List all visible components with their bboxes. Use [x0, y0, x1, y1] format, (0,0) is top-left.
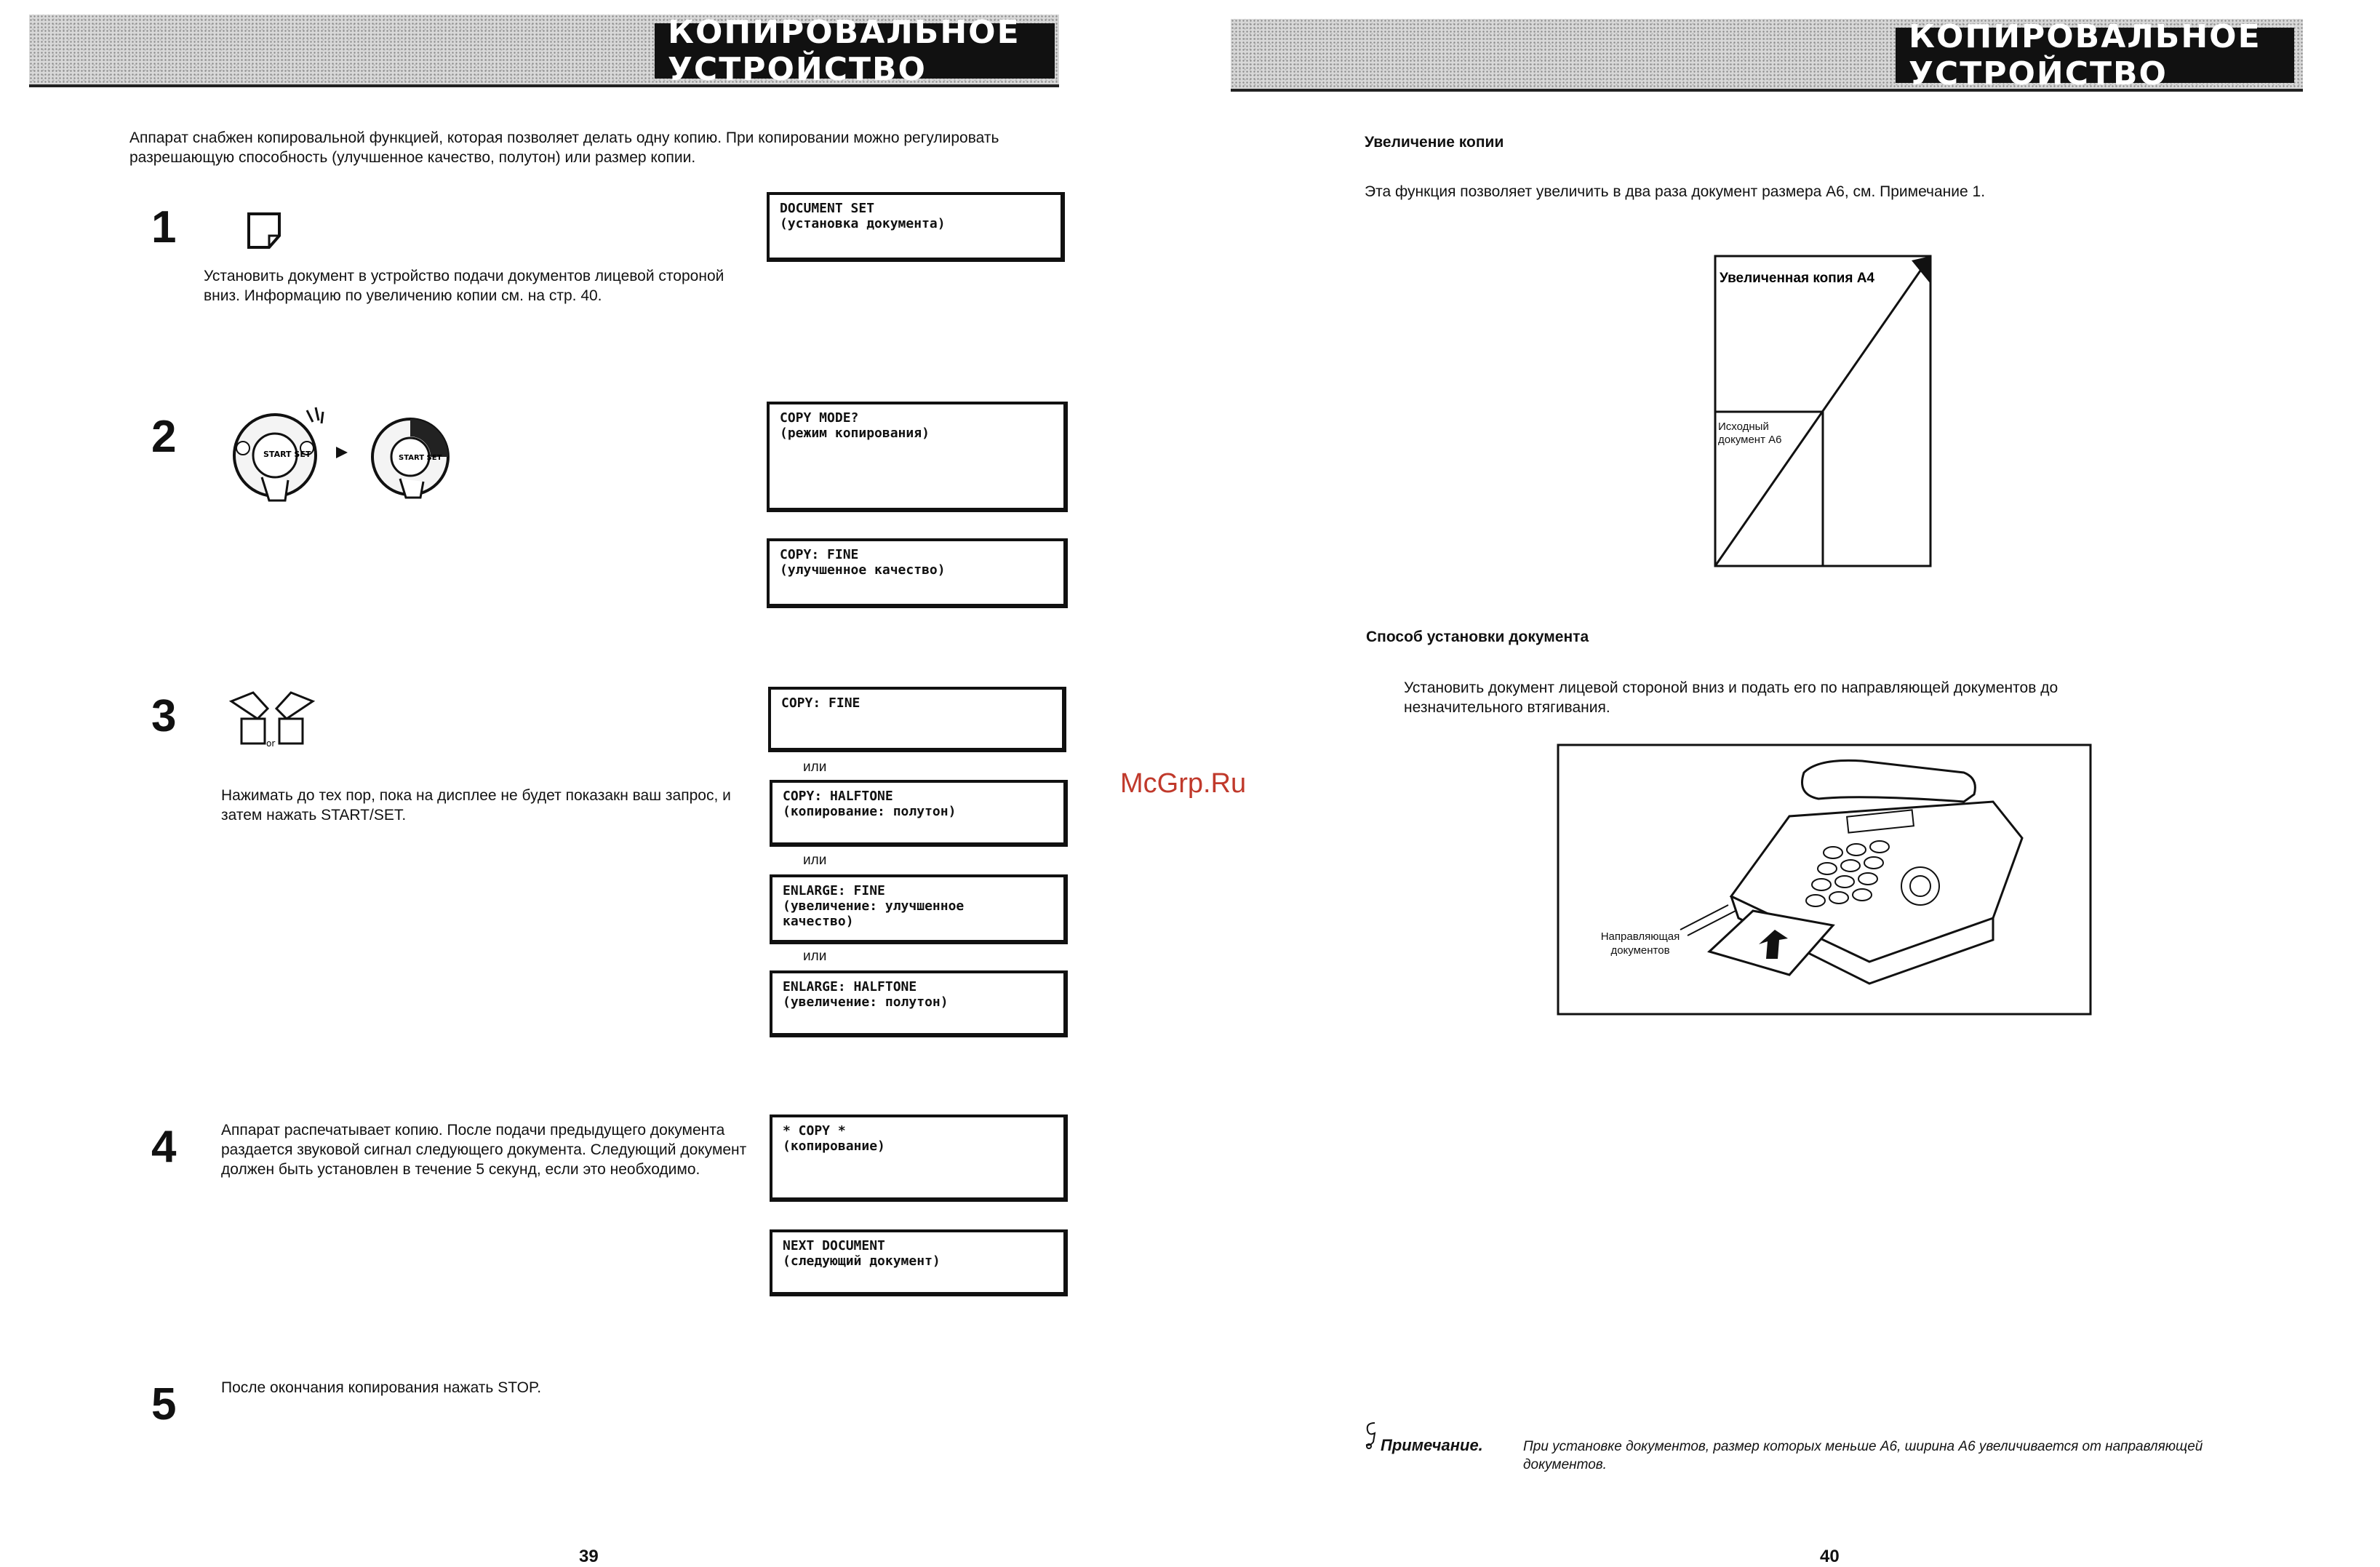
enlarge-heading: Увеличение копии — [1365, 134, 1504, 151]
enlarge-text: Эта функция позволяет увеличить в два раза документ размера А6, см. Примечание 1. — [1365, 183, 1986, 200]
step-2-number: 2 — [151, 412, 177, 462]
step-5-number: 5 — [151, 1379, 177, 1430]
lcd-copy-halftone: COPY: HALFTONE (копирование: полутон) — [770, 780, 1068, 847]
start-set-label-b: START SET — [399, 454, 442, 462]
right-header-title: КОПИРОВАЛЬНОЕ УСТРОЙСТВО — [1896, 28, 2294, 83]
page-number-right: 40 — [1820, 1547, 1840, 1566]
step-3-number: 3 — [151, 691, 177, 741]
arrow-right-icon — [333, 444, 351, 461]
lcd-copy-fine-1: COPY: FINE (улучшенное качество) — [767, 538, 1068, 608]
fax-guide-label: Направляющая документов — [1600, 930, 1680, 957]
method-text: Установить документ лицевой стороной вниз и подать его по направляющей документов до незначительного втягивания. — [1404, 679, 2058, 716]
start-set-label-a: START SET — [263, 450, 311, 459]
note-icon — [1363, 1420, 1381, 1449]
right-page — [1190, 0, 2380, 1566]
lcd-copying: * COPY * (копирование) — [770, 1115, 1068, 1202]
note-label: Примечание. — [1381, 1436, 1483, 1454]
diagram-outer-label: Увеличенная копия А4 — [1720, 271, 1874, 286]
control-panel-icon-b — [364, 412, 458, 499]
lcd-copy-fine-2: COPY: FINE — [768, 687, 1066, 752]
arrow-keys-icon — [225, 687, 319, 748]
intro-text: Аппарат снабжен копировальной функцией, которая позволяет делать одну копию. При копировании можно регулировать разрешающую способность (улучшенное качество, полутон) или размер копии. — [129, 129, 999, 166]
note-text: При установке документов, размер которых меньше А6, ширина А6 увеличивается от направляющей документов. — [1523, 1439, 2203, 1472]
lcd-enlarge-fine: ENLARGE: FINE (увеличение: улучшенное качество) — [770, 874, 1068, 944]
step-4-number: 4 — [151, 1122, 177, 1172]
step-3-text: Нажимать до тех пор, пока на дисплее не будет показакн ваш запрос, и затем нажать START/SET. — [221, 787, 731, 824]
fax-machine-illustration — [1557, 743, 2092, 1016]
left-page — [0, 0, 1190, 1566]
control-panel-icon-a — [218, 404, 335, 506]
lcd-copy-mode: COPY MODE? (режим копирования) — [767, 402, 1068, 512]
step-4-text: Аппарат распечатывает копию. После подачи предыдущего документа раздается звуковой сигнал следующего документа. Следующий документ должен быть установлен в течение 5 секунд, если это необходимо. — [221, 1122, 747, 1178]
step-1-text: Установить документ в устройство подачи документов лицевой стороной вниз. Информацию по увеличению копии см. на стр. 40. — [204, 268, 724, 304]
left-header-title: КОПИРОВАЛЬНОЕ УСТРОЙСТВО — [655, 23, 1055, 79]
or-small-label: or — [266, 738, 276, 748]
lcd-document-set: DOCUMENT SET (установка документа) — [767, 192, 1065, 262]
step-5-text: После окончания копирования нажать STOP. — [221, 1379, 542, 1396]
step-1-number: 1 — [151, 202, 177, 252]
page-number-left: 39 — [579, 1547, 599, 1566]
left-header-band — [29, 15, 1059, 87]
lcd-enlarge-halftone: ENLARGE: HALFTONE (увеличение: полутон) — [770, 970, 1068, 1037]
method-heading: Способ установки документа — [1366, 629, 1589, 645]
or-label-3: или — [803, 949, 827, 964]
or-label-2: или — [803, 853, 827, 868]
or-label-1: или — [803, 759, 827, 775]
right-header-band — [1231, 19, 2303, 92]
diagram-inner-label: Исходный документ А6 — [1718, 420, 1782, 446]
lcd-next-document: NEXT DOCUMENT (следующий документ) — [770, 1229, 1068, 1296]
enlargement-diagram — [1714, 255, 1935, 572]
document-icon — [244, 211, 284, 250]
watermark: McGrp.Ru — [1120, 768, 1247, 799]
